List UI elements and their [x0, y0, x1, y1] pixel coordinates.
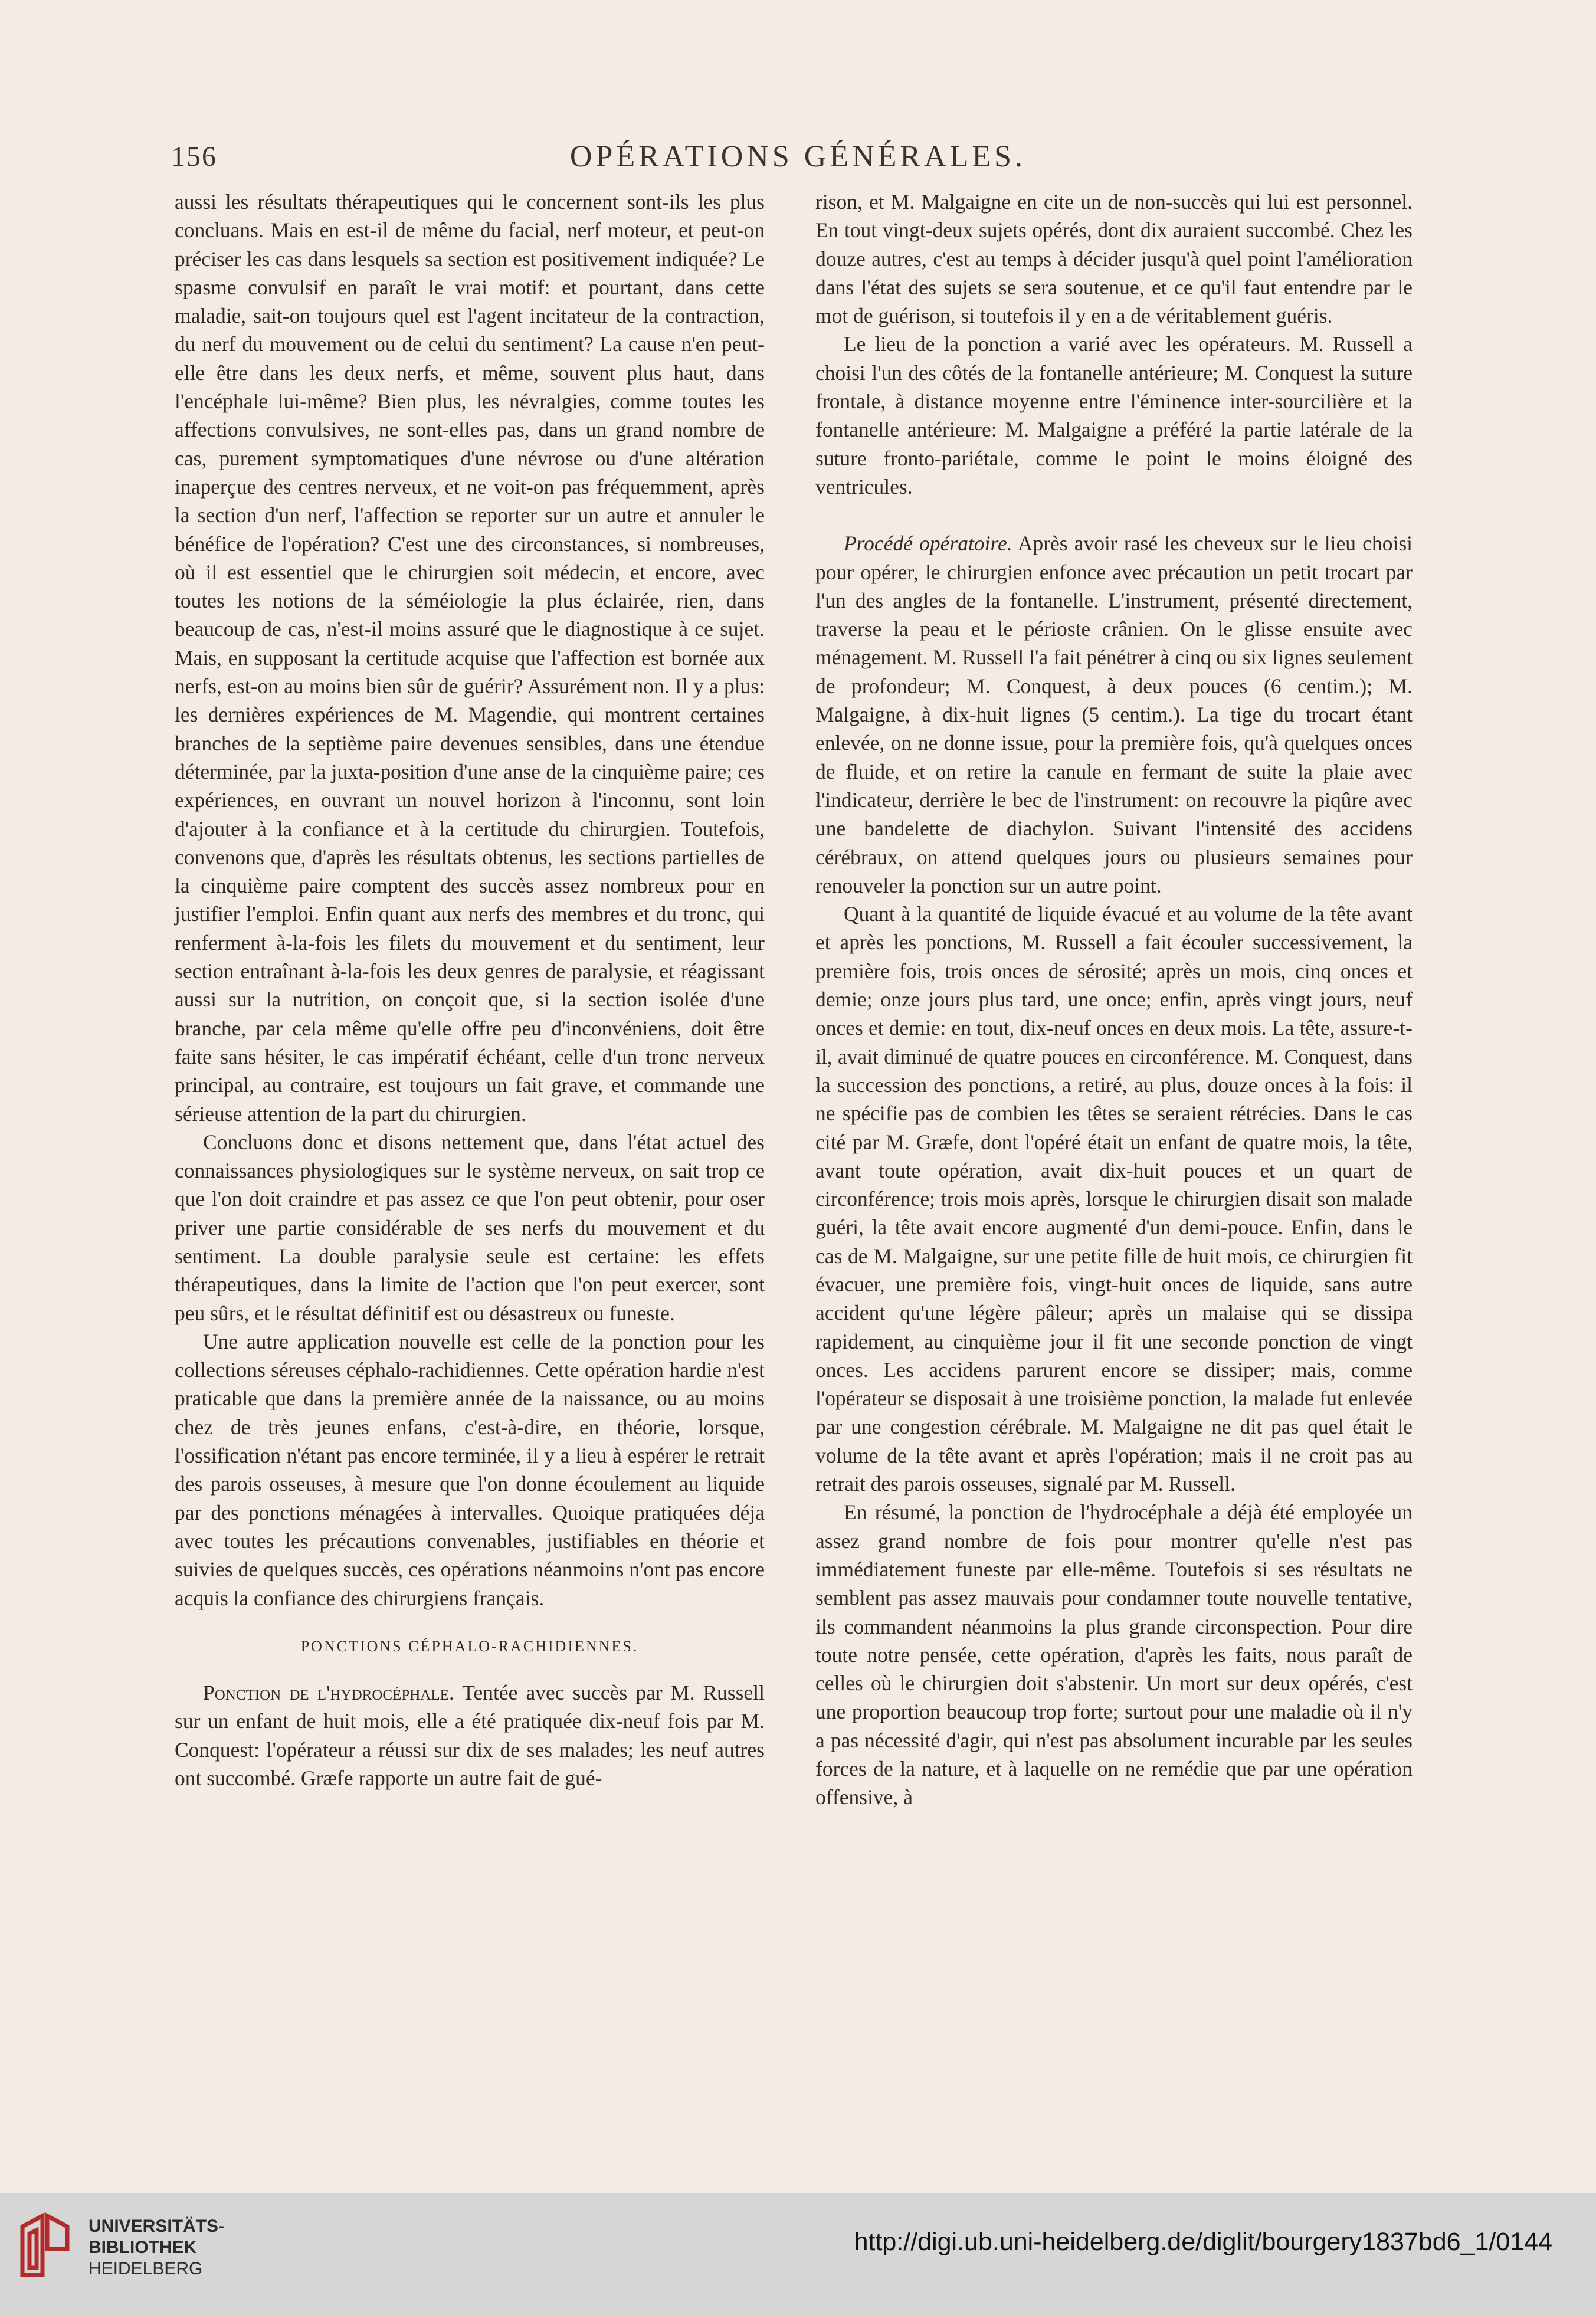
library-name-line-2: BIBLIOTHEK — [89, 2238, 197, 2257]
section-title: PONCTIONS CÉPHALO-RACHIDIENNES. — [300, 1637, 639, 1655]
right-paragraph-1: rison, et M. Malgaigne en cite un de non-succès qui lui est personnel. En tout vingt-deux sujets opérés, dont dix auraient succombé. Chez les douze autres, c'est au temps à décider jusqu'à quel point l'amélioration dans l'état des sujets se sera soutenue, et ce qu'il faut entendre par le mot de guérison, si toutefois il y en a de véritablement guéris. — [815, 190, 1413, 328]
paragraph-lead: Procédé opératoire. — [844, 532, 1012, 556]
library-name — [89, 2216, 224, 2280]
left-paragraph-2: Concluons donc et disons nettement que, dans l'état actuel des connaissances physiologiques sur le système nerveux, on sait trop ce que l'on doit craindre et pas assez ce que l'on peut obtenir, pour oser priver une partie considérable de ses nerfs du mouvement et du sentiment. La double paralysie seule est certaine: les effets thérapeutiques, dans la limite de l'action que l'on peut exercer, sont peu sûrs, et le résultat définitif est ou désastreux ou funeste. — [175, 1130, 765, 1325]
right-paragraph-3 — [815, 529, 1413, 900]
left-paragraph-3: Une autre application nouvelle est celle de la ponction pour les collections séreuses céphalo-rachidiennes. Cette opération hardie n'est praticable que dans la première année de la naissance, ou au moins chez de très jeunes enfans, c'est-à-dire, en théorie, lorsque, l'ossification n'étant pas encore terminée, il y a lieu à espérer le retrait des parois osseuses, à mesure que l'on donne écoulement au liquide par des ponctions ménagées à intervalles. Quoique pratiquées déja avec toutes les précautions convenables, justifiables en théorie et suivies de quelques succès, ces opérations néanmoins n'ont pas encore acquis la confiance des chirurgiens français. — [175, 1329, 765, 1610]
paragraph-body: Tentée avec succès par M. Russell sur un enfant de huit mois, elle a été pratiquée dix-neuf fois par M. Conquest: l'opérateur a réussi sur dix de ses malades; les neuf autres ont succombé. Græfe rapporte un autre fait de gué- — [175, 1681, 765, 1791]
right-paragraph-4: Quant à la quantité de liquide évacué et au volume de la tête avant et après les ponctions, M. Russell a fait écouler successivement, la première fois, trois onces de sérosité; après un mois, cinq onces et demie; onze jours plus tard, une once; enfin, après vingt jours, neuf onces et demie: en tout, dix-neuf onces en deux mois. La tête, assure-t-il, avait diminué de quatre pouces en circonférence. M. Conquest, dans la succession des ponctions, a retiré, au plus, douze onces à la fois: il ne spécifie pas de combien les têtes se seraient rétrécies. Dans le cas cité par M. Græfe, dont l'opéré était un enfant de quatre mois, la tête, avant toute opération, avait dix-huit pouces et un quart de circonférence; trois mois après, lorsque le chirurgien disait son malade guéri, la tête avait encore augmenté d'un demi-pouce. Enfin, dans le cas de M. Malgaigne, sur une petite fille de huit mois, ce chirurgien fit évacuer, une première fois, vingt-huit onces de liquide, sans autre accident qu'une légère pâleur; après un malaise qui se dissipa rapidement, au cinquième jour il fit une seconde ponction de vingt onces. Les accidens parurent encore se dissiper; mais, comme l'opérateur se disposait à une troisième ponction, la malade fut enlevée par une congestion cérébrale. M. Malgaigne ne dit pas quel était le volume de la tête avant et après l'opération; mais il ne croit pas au retrait des parois osseuses, signalé par M. Russell. — [815, 902, 1413, 1496]
library-name-line-1: UNIVERSITÄTS- — [89, 2216, 225, 2236]
left-column — [175, 188, 765, 1792]
right-paragraph-5: En résumé, la ponction de l'hydrocéphale a déjà été employée un assez grand nombre de fois pour montrer qu'elle n'est pas immédiatement funeste par elle-même. Toutefois si ses résultats ne semblent pas assez mauvais pour condamner toute nouvelle tentative, ils commandent néanmoins la plus grande circonspection. Pour dire toute notre pensée, cette opération, d'après les faits, nous paraît de celles où le chirurgien doit s'abstenir. Un mort sur deux opérés, c'est une proportion beaucoup trop forte; surtout pour une maladie où il n'y a pas nécessité d'agir, qui n'est pas absolument incurable par les seules forces de la nature, et à laquelle on ne remédie que par une opération offensive, à — [815, 1500, 1413, 1809]
university-library-logo-icon — [17, 2210, 73, 2281]
paragraph-body: Après avoir rasé les cheveux sur le lieu choisi pour opérer, le chirurgien enfonce avec précaution un petit trocart par l'un des angles de la fontanelle. L'instrument, présenté directement, traverse la peau et le périoste crânien. On le glisse ensuite avec ménagement. M. Russell l'a fait pénétrer à cinq ou six lignes seulement de profondeur; M. Conquest, à deux pouces (6 centim.); M. Malgaigne, à dix-huit lignes (5 centim.). La tige du trocart étant enlevée, on ne donne issue, pour la première fois, qu'à quelques onces de fluide, et on retire la canule en fermant de suite la plaie avec l'indicateur, derrière le bec de l'instrument: on recouvre la piqûre avec une bandelette de diachylon. Suivant l'intensité des accidens cérébraux, on attend quelques jours ou plusieurs semaines pour renouveler la ponction sur un autre point. — [815, 532, 1413, 897]
right-paragraph-2: Le lieu de la ponction a varié avec les opérateurs. M. Russell a choisi l'un des côtés de la fontanelle antérieure; M. Conquest la suture frontale, à distance moyenne entre l'éminence inter-sourcilière et la fontanelle antérieure: M. Malgaigne a préféré la partie latérale de la suture fronto-pariétale, comme le point le moins éloigné des ventricules. — [815, 332, 1413, 499]
left-paragraph-1: aussi les résultats thérapeutiques qui le concernent sont-ils les plus concluans. Mais en est-il de même du facial, nerf moteur, et peut-on préciser les cas dans lesquels sa section est positivement indiquée? Le spasme convulsif en paraît le vrai motif: et pourtant, dans cette maladie, sait-on toujours quel est l'agent incitateur de la contraction, du nerf du mouvement ou de celui du sentiment? La cause n'en peut-elle être dans les deux nerfs, et même, souvent plus haut, dans l'encéphale lui-même? Bien plus, les névralgies, comme toutes les affections convulsives, ne sont-elles pas, dans un grand nombre de cas, purement symptomatiques d'une névrose ou d'une altération inaperçue des centres nerveux, et ne voit-on pas fréquemment, après la section d'un nerf, l'affection se reporter sur un autre et annuler le bénéfice de l'opération? C'est une des circonstances, si nombreuses, où il est essentiel que le chirurgien soit médecin, et encore, avec toutes les notions de la séméiologie la plus éclairée, rien, dans beaucoup de cas, n'est-il moins assuré que le diagnostique à ce sujet. Mais, en supposant la certitude acquise que l'affection est bornée aux nerfs, est-on au moins bien sûr de guérir? Assurément non. Il y a plus: les dernières expériences de M. Magendie, qui montrent certaines branches de la septième paire devenues sensibles, dans une étendue déterminée, par la juxta-position d'une anse de la cinquième paire; ces expériences, en ouvrant un nouvel horizon à l'inconnu, sont loin d'ajouter à la confiance et à la certitude du chirurgien. Toutefois, convenons que, d'après les résultats obtenus, les sections partielles de la cinquième paire comptent des succès assez nombreux pour en justifier l'emploi. Enfin quant aux nerfs des membres et du tronc, qui renferment à-la-fois les filets du mouvement et du sentiment, leur section entraînant à-la-fois les deux genres de paralysie, et réagissant aussi sur la nutrition, on conçoit que, si la section isolée d'une branche, par cela même qu'elle offre peu d'inconvéniens, doit être faite sans hésiter, le cas impératif échéant, celle d'un tronc nerveux principal, au contraire, est toujours un fait grave, et commande une sérieuse attention de la part du chirurgien. — [175, 190, 765, 1126]
library-name-line-3: HEIDELBERG — [89, 2259, 203, 2278]
left-paragraph-4 — [175, 1678, 765, 1792]
permalink-url[interactable]: http://digi.ub.uni-heidelberg.de/diglit/bourgery1837bd6_1/0144 — [854, 2228, 1552, 2256]
footer-bar — [0, 2193, 1596, 2315]
paragraph-lead: Ponction de l'hydrocéphale. — [203, 1681, 454, 1705]
running-head: OPÉRATIONS GÉNÉRALES. — [569, 140, 1027, 173]
page-number: 156 — [171, 141, 217, 172]
right-column — [815, 188, 1413, 1812]
